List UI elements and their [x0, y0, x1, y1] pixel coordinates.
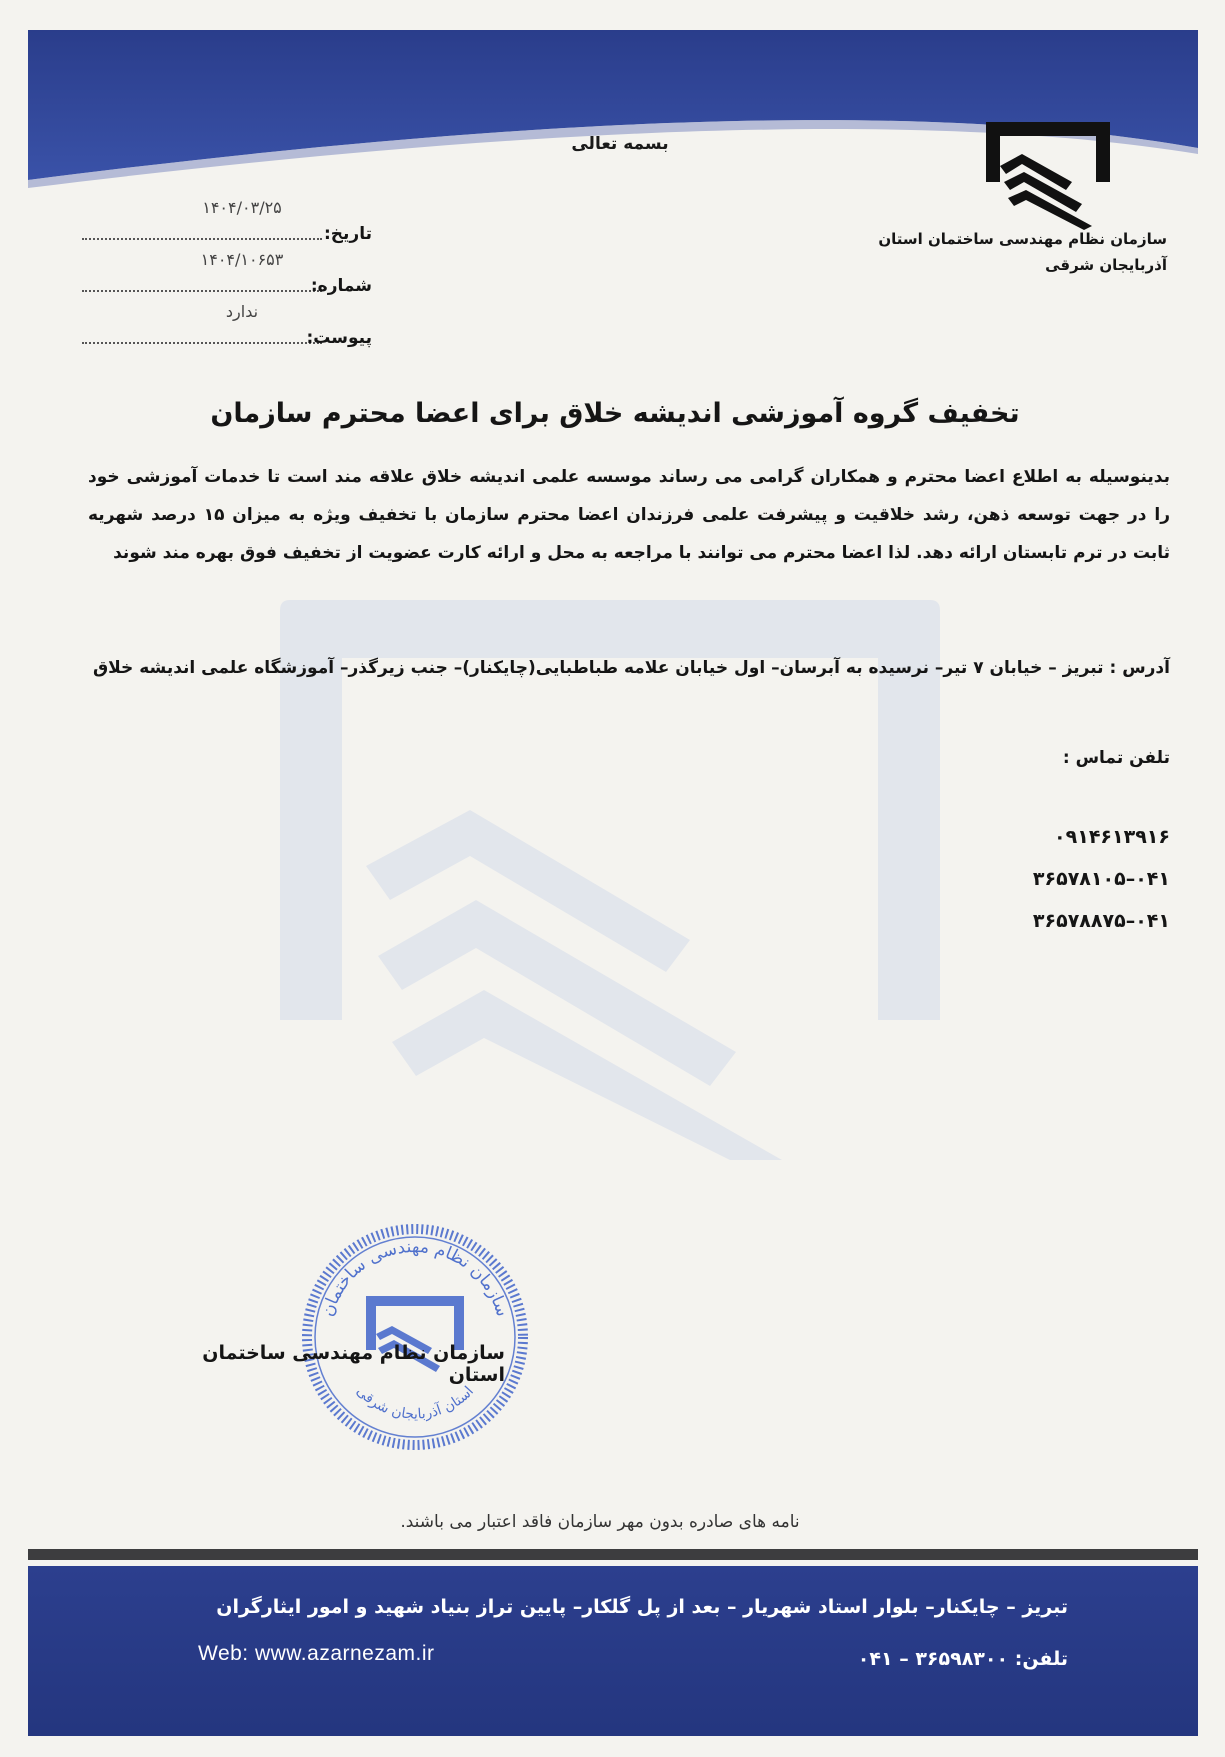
footer-address: تبریز – چایکنار– بلوار استاد شهریار – بعد از پل گلکار– پایین تراز بنیاد شهید و امور ایثارگران — [216, 1596, 1068, 1618]
date-field — [82, 198, 372, 246]
attachment-field — [82, 302, 372, 350]
number-label: شماره: — [310, 276, 372, 296]
stamp-ring-text: سازمان نظام مهندسی ساختمان — [317, 1236, 513, 1319]
footer-phone: تلفن: ۳۶۵۹۸۳۰۰ – ۰۴۱ — [857, 1648, 1068, 1670]
validity-notice: نامه های صادره بدون مهر سازمان فاقد اعتبار می باشند. — [400, 1512, 800, 1532]
number-dots — [82, 290, 322, 292]
organization-province: آذربایجان شرقی — [1045, 256, 1167, 274]
organization-logo-icon — [980, 118, 1116, 230]
bismillah: بسمه تعالی — [571, 134, 669, 154]
footer-band — [28, 1566, 1198, 1736]
date-value: ۱۴۰۴/۰۳/۲۵ — [202, 198, 282, 217]
stamp-ring-text: استان آذربایجان شرقی — [353, 1383, 478, 1423]
phone-number: ۳۶۵۷۸۸۷۵–۰۴۱ — [1032, 910, 1170, 932]
footer-divider — [28, 1549, 1198, 1560]
organization-name: سازمان نظام مهندسی ساختمان استان — [878, 230, 1167, 248]
attachment-dots — [82, 342, 322, 344]
institute-address: آدرس : تبریز – خیابان ۷ تیر– نرسیده به آبرسان– اول خیابان علامه طباطبایی(چایکنار)– جنب زیرگذر– آموزشگاه علمی اندیشه خلاق — [92, 658, 1170, 678]
number-field — [82, 250, 372, 298]
phone-number: ۰۹۱۴۶۱۳۹۱۶ — [1054, 826, 1170, 848]
phone-label: تلفن تماس : — [1062, 748, 1170, 768]
stamp-text: سازمان نظام مهندسی ساختمان استان — [202, 1342, 505, 1386]
attachment-label: پیوست: — [306, 328, 372, 348]
date-label: تاریخ: — [324, 224, 372, 244]
official-stamp — [300, 1222, 530, 1452]
letter-title: تخفیف گروه آموزشی اندیشه خلاق برای اعضا محترم سازمان — [210, 398, 1020, 429]
footer-website[interactable]: Web: www.azarnezam.ir — [198, 1642, 435, 1665]
date-dots — [82, 238, 322, 240]
number-value: ۱۴۰۴/۱۰۶۵۳ — [200, 250, 284, 269]
watermark-logo-icon — [270, 600, 950, 1160]
letter-paragraph: بدینوسیله به اطلاع اعضا محترم و همکاران گرامی می رساند موسسه علمی اندیشه خلاق علاقه مند است تا خدمات آموزشی خود را در جهت توسعه ذهن، رشد خلاقیت و پیشرفت علمی فرزندان اعضا محترم سازمان با تخفیف ویژه به میزان ۱۵ درصد شهریه ثابت در ترم تابستان ارائه دهد. لذا اعضا محترم می توانند با مراجعه به محل و ارائه کارت عضویت از تخفیف فوق بهره مند شوند — [88, 467, 1170, 563]
attachment-value: ندارد — [225, 302, 259, 321]
phone-number: ۳۶۵۷۸۱۰۵–۰۴۱ — [1032, 868, 1170, 890]
